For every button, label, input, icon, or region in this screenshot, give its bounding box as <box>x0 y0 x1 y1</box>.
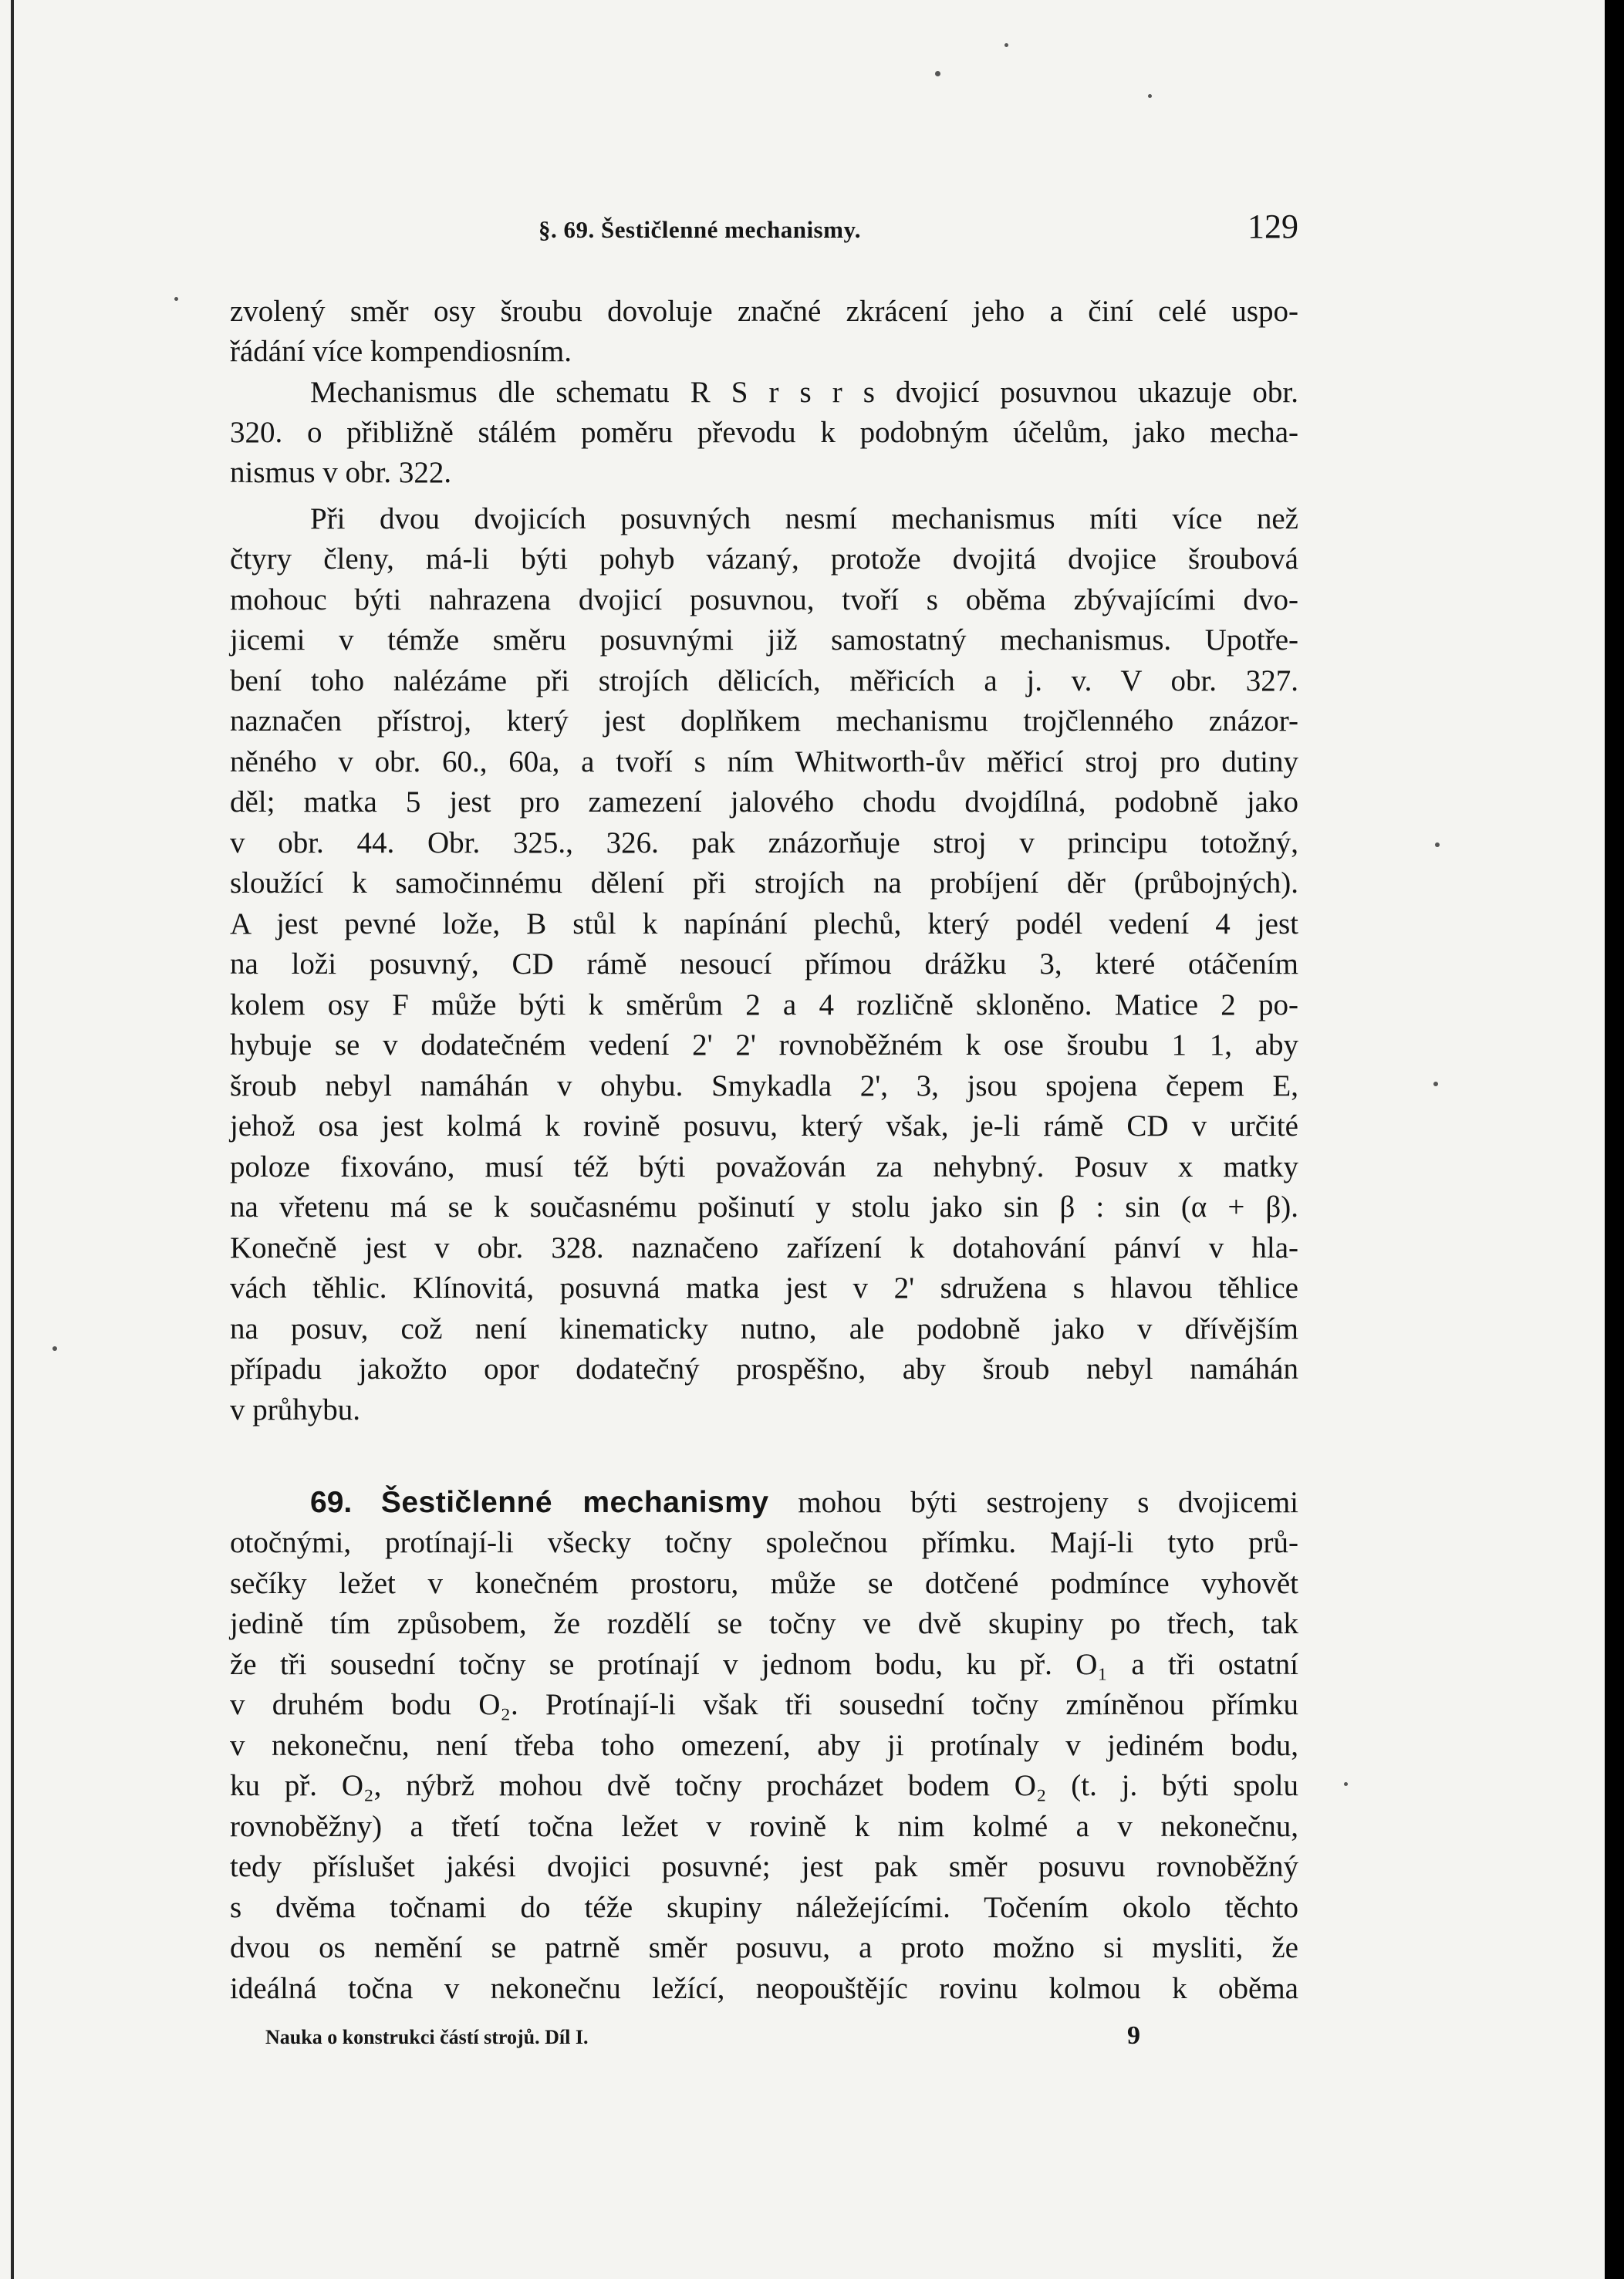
text-line: jicemi v témže směru posuvnými již samostatný mechanismus. Upotře- <box>230 623 1298 657</box>
section-heading-line <box>310 1481 1298 1524</box>
scan-speck <box>1148 94 1152 98</box>
running-header <box>230 207 1298 253</box>
text-line: ideálná točna v nekonečnu ležící, neopouštějíc rovinu kolmou k oběma <box>230 1972 1298 2005</box>
page-footer <box>265 2021 1153 2057</box>
text-line: sečíky ležet v konečném prostoru, může se dotčené podmínce vyhovět <box>230 1567 1298 1600</box>
running-title: §. 69. Šestičlenné mechanismy. <box>539 216 861 243</box>
text-line: na vřetenu má se k současnému pošinutí y stolu jako sin β : sin (α + β). <box>230 1190 1298 1224</box>
scan-speck <box>1344 1782 1348 1786</box>
footer-book-title: Nauka o konstrukci částí strojů. Díl I. <box>265 2026 589 2048</box>
text-line: hybuje se v dodatečném vedení 2' 2' rovnoběžném k ose šroubu 1 1, aby <box>230 1028 1298 1062</box>
text-line: zvolený směr osy šroubu dovoluje značné zkrácení jeho a činí celé uspo- <box>230 295 1298 328</box>
text-line: v obr. 44. Obr. 325., 326. pak znázorňuje stroj v principu totožný, <box>230 826 1298 859</box>
text-line: v nekonečnu, není třeba toho omezení, aby ji protínaly v jediném bodu, <box>230 1729 1298 1762</box>
text-line: Při dvou dvojicích posuvných nesmí mechanismus míti více než <box>310 502 1298 535</box>
scan-speck <box>52 1346 57 1351</box>
text-line: jedině tím způsobem, že rozdělí se točny ve dvě skupiny po třech, tak <box>230 1607 1298 1640</box>
text-line: nismus v obr. 322. <box>230 456 452 489</box>
text-line: ku př. O₂, nýbrž mohou dvě točny procházet bodem O₂ (t. j. býti spolu <box>230 1769 1298 1802</box>
text-line: řádání více kompendiosním. <box>230 335 572 368</box>
scan-speck <box>1004 43 1008 47</box>
text-line: případu jakožto opor dodatečný prospěšno, aby šroub nebyl namáhán <box>230 1352 1298 1386</box>
text-line: tedy příslušet jakési dvojici posuvné; jest pak směr posuvu rovnoběžný <box>230 1850 1298 1883</box>
text-line: rovnoběžny) a třetí točna ležet v rovině k nim kolmé a v nekonečnu, <box>230 1810 1298 1843</box>
scan-speck <box>935 71 940 76</box>
text-line: děl; matka 5 jest pro zamezení jalového chodu dvojdílná, podobně jako <box>230 785 1298 819</box>
text-line: mohouc býti nahrazena dvojicí posuvnou, tvoří s oběma zbývajícími dvo- <box>230 583 1298 616</box>
text-line: Mechanismus dle schematu R S r s r s dvojicí posuvnou ukazuje obr. <box>310 376 1298 409</box>
text-line: že tři sousední točny se protínají v jednom bodu, ku př. O₁ a tři ostatní <box>230 1648 1298 1681</box>
text-line: v druhém bodu O₂. Protínají-li však tři sousední točny zmíněnou přímku <box>230 1688 1298 1721</box>
text-line: na posuv, což není kinematicky nutno, ale podobně jako v dřívějším <box>230 1312 1298 1345</box>
signature-mark: 9 <box>1127 2021 1140 2050</box>
page-edge-shadow <box>11 0 14 2279</box>
text-line: poloze fixováno, musí též býti považován za nehybný. Posuv x matky <box>230 1150 1298 1183</box>
text-line: dvou os nemění se patrně směr posuvu, a proto možno si mysliti, že <box>230 1931 1298 1964</box>
text-line: Konečně jest v obr. 328. naznačeno zařízení k dotahování pánví v hla- <box>230 1231 1298 1264</box>
scan-speck <box>174 297 178 301</box>
text-line: bení toho nalézáme při strojích dělicích, měřicích a j. v. V obr. 327. <box>230 664 1298 697</box>
scan-speck <box>1435 842 1440 847</box>
page-number: 129 <box>1248 208 1298 245</box>
text-line: sloužící k samočinnému dělení při strojích na probíjení děr (průbojných). <box>230 866 1298 900</box>
text-line: v průhybu. <box>230 1393 360 1426</box>
text-line: otočnými, protínají-li všecky točny společnou přímku. Mají-li tyto prů- <box>230 1526 1298 1559</box>
section-first-line: mohou býti sestrojeny s dvojicemi <box>798 1486 1299 1519</box>
scan-border <box>1605 0 1624 2279</box>
text-line: s dvěma točnami do téže skupiny náležejícími. Točením okolo těchto <box>230 1891 1298 1924</box>
section-title: Šestičlenné mechanismy <box>380 1486 769 1519</box>
text-line: jehož osa jest kolmá k rovině posuvu, který však, je-li rámě CD v určité <box>230 1109 1298 1143</box>
text-line: šroub nebyl namáhán v ohybu. Smykadla 2', 3, jsou spojena čepem E, <box>230 1069 1298 1102</box>
text-line: na loži posuvný, CD rámě nesoucí přímou drážku 3, které otáčením <box>230 947 1298 981</box>
text-line: čtyry členy, má-li býti pohyb vázaný, protože dvojitá dvojice šroubová <box>230 542 1298 576</box>
text-line: A jest pevné lože, B stůl k napínání plechů, který podél vedení 4 jest <box>230 907 1298 940</box>
text-line: vách těhlic. Klínovitá, posuvná matka jest v 2' sdružena s hlavou těhlice <box>230 1271 1298 1305</box>
scan-speck <box>1433 1082 1438 1086</box>
text-line: naznačen přístroj, který jest doplňkem mechanismu trojčlenného znázor- <box>230 704 1298 738</box>
text-line: 320. o přibližně stálém poměru převodu k podobným účelům, jako mecha- <box>230 416 1298 449</box>
text-line: kolem osy F může býti k směrům 2 a 4 rozličně skloněno. Matice 2 po- <box>230 988 1298 1021</box>
section-number: 69. <box>310 1486 353 1519</box>
text-line: něného v obr. 60., 60a, a tvoří s ním Whitworth-ův měřicí stroj pro dutiny <box>230 745 1298 778</box>
